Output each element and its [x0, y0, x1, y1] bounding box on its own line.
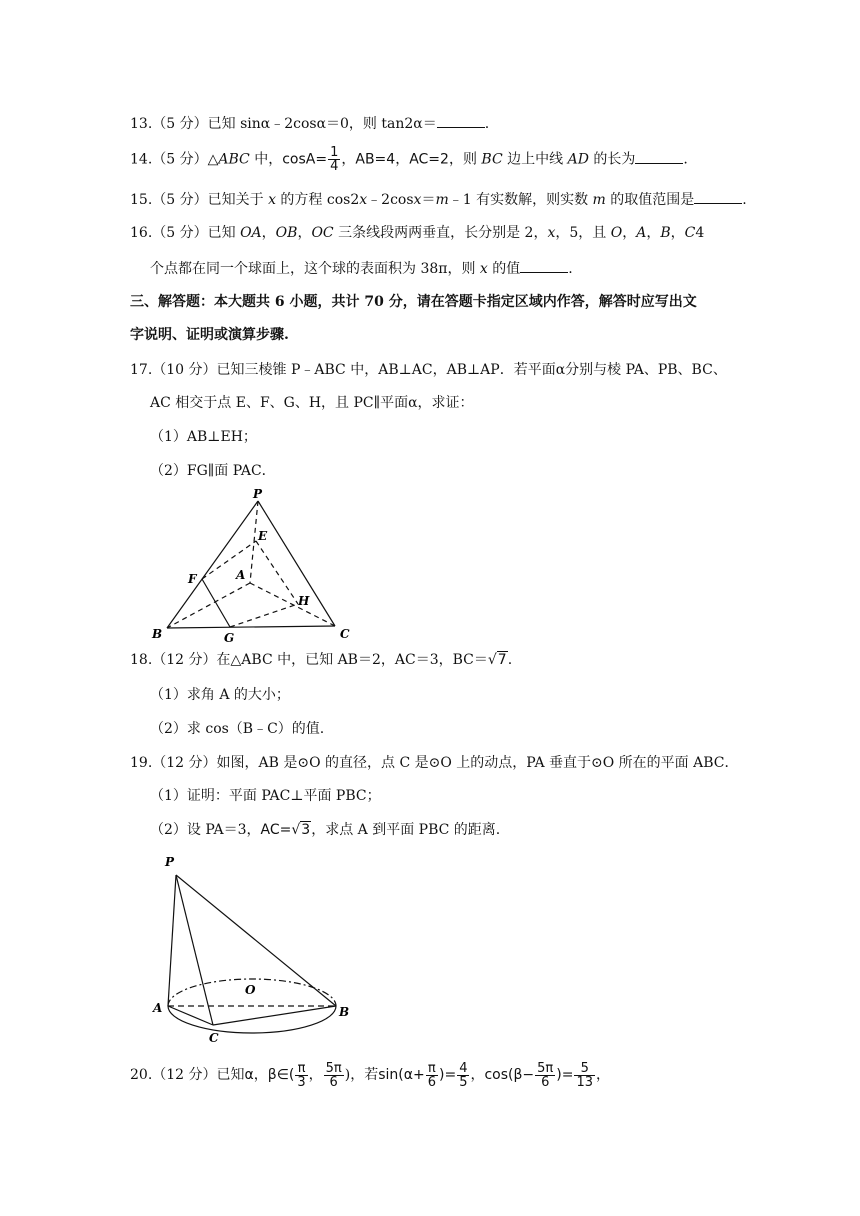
- edge-bc: [167, 626, 335, 628]
- question-20: 20.（12 分）已知α，β∈( $\frac{\pi}{3}$ ， $\frac{5\pi}{6}$ )，若sin(α+ $\frac{\pi}{6}$ )= $\frac{4}{5}$ ，cos(β− $\frac{5\pi}{6}$ )= $\frac{5}{13}$ ，: [130, 1060, 611, 1090]
- label-c: C: [209, 1031, 219, 1045]
- label-b: B: [339, 1005, 350, 1019]
- question-18-line-1: 18.（12 分）在△ABC 中，已知 AB＝2，AC＝3，BC＝√7.: [130, 652, 513, 668]
- fraction: $\frac{5}{13}$: [576, 1060, 594, 1090]
- question-13: 13.（5 分）已知 sinα﹣2cosα＝0，则 tan2α＝ .: [130, 113, 489, 134]
- label-c: C: [340, 627, 350, 641]
- question-15: 15.（5 分）已知关于 x 的方程 cos2x﹣2cosx＝m﹣1 有实数解，则实数 m 的取值范围是 .: [130, 189, 747, 210]
- question-19-line-1: 19.（12 分）如图，AB 是⊙O 的直径，点 C 是⊙O 上的动点，PA 垂直于⊙O 所在的平面 ABC．: [130, 755, 739, 771]
- fraction: $\frac{4}{5}$: [459, 1060, 468, 1090]
- edge-pb: [167, 501, 258, 628]
- question-14: 14.（5 分）△ABC 中，cosA= $\frac{1}{4}$ ，AB=4，AC=2，则 BC 边上中线 AD 的长为 .: [130, 145, 688, 174]
- fraction: $\frac{\pi}{3}$: [297, 1060, 306, 1090]
- label-a: A: [153, 1001, 163, 1015]
- label-f: F: [188, 572, 197, 586]
- question-17-part-1: （1）AB⊥EH；: [150, 429, 257, 445]
- label-o: O: [245, 983, 256, 997]
- label-p: P: [165, 855, 175, 869]
- question-18-part-1: （1）求角 A 的大小；: [150, 687, 290, 703]
- edge-eh: [256, 541, 298, 604]
- square-root: √3: [291, 822, 311, 838]
- question-16-line-1: 16.（5 分）已知 OA，OB，OC 三条线段两两垂直，长分别是 2，x，5，且 O，A，B，C4: [130, 225, 705, 241]
- edge-pc: [258, 501, 335, 626]
- tetrahedron-figure: [140, 486, 370, 646]
- fraction: $\frac{5\pi}{6}$: [537, 1060, 554, 1090]
- fraction: $\frac{1}{4}$: [330, 145, 339, 174]
- answer-blank: [635, 149, 683, 164]
- question-17-line-2: AC 相交于点 E、F、G、H，且 PC∥平面α，求证：: [150, 395, 474, 411]
- question-17-line-1: 17.（10 分）已知三棱锥 P﹣ABC 中，AB⊥AC，AB⊥AP．若平面α分别与棱 PA、PB、BC、: [130, 362, 727, 378]
- section-heading-cont: 字说明、证明或演算步骤.: [130, 327, 289, 343]
- answer-blank: [437, 113, 485, 128]
- label-h: H: [298, 594, 310, 608]
- question-18-part-2: （2）求 cos（B﹣C）的值.: [150, 721, 325, 737]
- edge-fe: [202, 541, 256, 579]
- edge-pa: [168, 875, 176, 1006]
- edge-cb: [213, 1006, 336, 1025]
- fraction: $\frac{5\pi}{6}$: [325, 1060, 342, 1090]
- section-heading: 三、解答题：本大题共 6 小题，共计 70 分，请在答题卡指定区域内作答，解答时应写出文: [130, 294, 697, 310]
- circle-pyramid-figure: [145, 848, 360, 1048]
- label-p: P: [253, 487, 263, 501]
- square-root: √7: [487, 652, 507, 668]
- edge-gh: [230, 604, 298, 627]
- answer-blank: [694, 189, 742, 204]
- question-19-part-1: （1）证明：平面 PAC⊥平面 PBC；: [150, 788, 381, 804]
- question-16-line-2: 个点都在同一个球面上，这个球的表面积为 38π，则 x 的值 .: [150, 258, 573, 279]
- label-a: A: [236, 568, 246, 582]
- edge-fg: [202, 579, 230, 627]
- question-17-part-2: （2）FG∥面 PAC．: [150, 463, 276, 479]
- label-e: E: [258, 529, 268, 543]
- label-b: B: [152, 627, 163, 641]
- edge-pb: [176, 875, 336, 1006]
- fraction: $\frac{\pi}{6}$: [427, 1060, 436, 1090]
- edge-pc: [176, 875, 213, 1025]
- answer-blank: [520, 258, 568, 273]
- label-g: G: [224, 631, 235, 645]
- question-19-part-2: （2）设 PA＝3，AC=√3，求点 A 到平面 PBC 的距离.: [150, 822, 501, 838]
- edge-ac: [168, 1006, 213, 1025]
